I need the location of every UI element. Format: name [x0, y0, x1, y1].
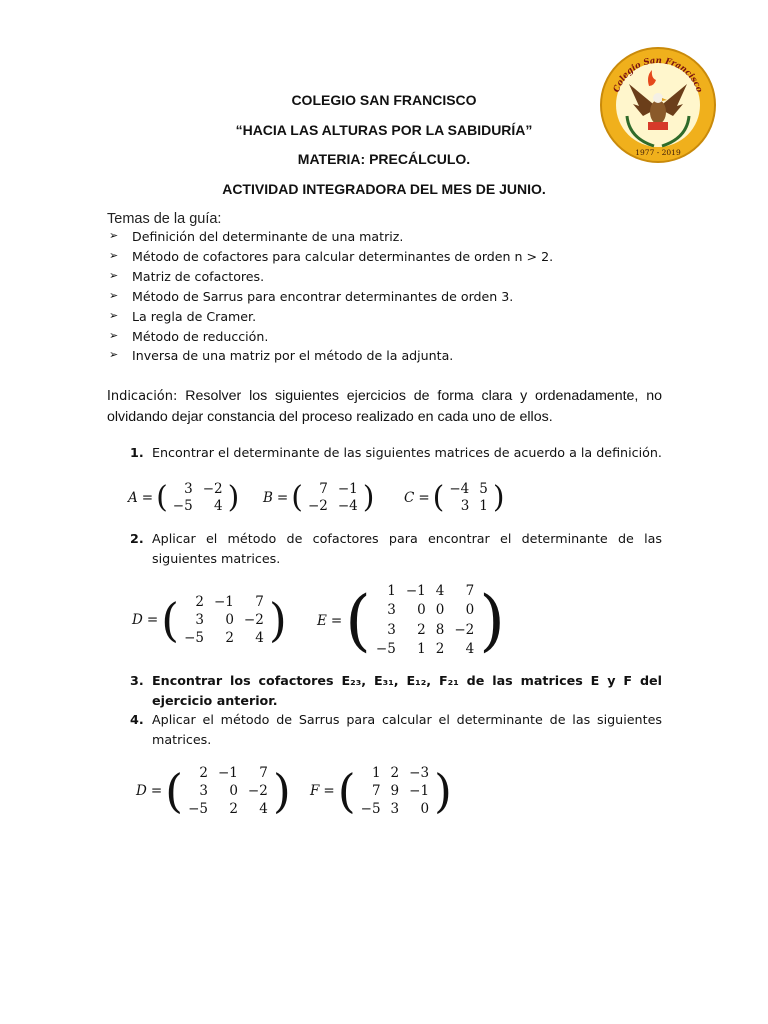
arrow-bullet-icon: ➢: [109, 249, 119, 262]
matrix-entry: 5: [479, 480, 488, 497]
matrix-F: [356, 764, 434, 818]
matrix-C-equation: C = ( −4 5 3 1 ): [404, 480, 505, 515]
matrix-entry: 1: [479, 498, 488, 515]
arrow-bullet-icon: ➢: [109, 289, 119, 302]
matrix-entry: 7: [371, 783, 381, 799]
exercise-1: [130, 443, 662, 463]
indication-label: Indicación:: [107, 389, 178, 404]
matrix-D-equation: D = ( 2 −1 7 3 0 −2 −5 2 4 ): [132, 593, 287, 647]
school-logo: [599, 46, 717, 164]
matrix-entry: 0: [417, 602, 426, 619]
matrix-name: F: [310, 783, 320, 799]
exercise-number: 1.: [130, 445, 144, 460]
matrix-E: [371, 582, 479, 659]
matrix-entry: −3: [409, 765, 430, 781]
matrix-D: [179, 593, 269, 647]
activity-title: ACTIVIDAD INTEGRADORA DEL MES DE JUNIO.: [222, 181, 546, 197]
matrix-entry: 4: [259, 801, 268, 817]
matrix-entry: −5: [172, 498, 193, 515]
matrix-entry: 7: [259, 765, 268, 781]
matrix-entry: −1: [405, 583, 426, 600]
matrix-entry: 1: [417, 640, 426, 657]
exercise-3: [130, 671, 662, 711]
matrix-entry: 0: [465, 602, 475, 619]
matrix-entry: 0: [229, 783, 238, 799]
matrix-entry: −2: [307, 498, 328, 515]
matrix-entry: −2: [454, 621, 475, 638]
matrix-entry: 9: [390, 783, 400, 799]
matrix-entry: 0: [225, 612, 234, 628]
logo-top-text: Colegio San Francisco: [611, 55, 705, 94]
arrow-bullet-icon: ➢: [109, 329, 119, 342]
matrix-entry: 3: [195, 612, 204, 628]
matrix-entry: 3: [184, 480, 193, 497]
matrix-B: [303, 480, 363, 515]
matrix-D2-equation: D = ( 2 −1 7 3 0 −2 −5 2 4 ): [136, 764, 291, 818]
matrix-entry: 3: [460, 498, 470, 515]
arrow-bullet-icon: ➢: [109, 348, 119, 361]
matrix-entry: −4: [337, 498, 358, 515]
matrix-entry: −2: [202, 480, 223, 497]
matrix-B-equation: B = ( 7 −1 −2 −4 ): [263, 480, 375, 515]
matrix-name: C: [404, 489, 415, 506]
topic-item: ➢ Definición del determinante de una matriz.: [109, 229, 404, 244]
matrix-entry: 4: [465, 640, 475, 657]
matrix-entry: −4: [449, 480, 470, 497]
matrix-entry: 3: [199, 783, 208, 799]
school-motto: “HACIA LAS ALTURAS POR LA SABIDURÍA”: [235, 122, 533, 138]
arrow-bullet-icon: ➢: [109, 269, 119, 282]
subject-title: MATERIA: PRECÁLCULO.: [297, 151, 471, 167]
matrix-entry: 1: [387, 583, 396, 600]
exercise-text: Encontrar los cofactores E₂₃, E₃₁, E₁₂, F₂₁ de las matrices E y F del ejercicio anterior.: [152, 673, 662, 708]
exercise-text: Aplicar el método de Sarrus para calcular el determinante de las siguientes matrices.: [152, 712, 662, 747]
arrow-bullet-icon: ➢: [109, 229, 119, 242]
matrix-entry: −2: [243, 612, 264, 628]
matrix-entry: 3: [387, 621, 396, 638]
matrix-name: D: [136, 783, 147, 799]
matrix-entry: −1: [337, 480, 358, 497]
matrix-entry: 3: [387, 602, 396, 619]
matrix-entry: 7: [255, 594, 264, 610]
matrix-entry: 7: [319, 480, 328, 497]
topic-item: ➢ Método de Sarrus para encontrar determinantes de orden 3.: [109, 289, 514, 304]
matrix-E-equation: E = ( 1 −1 4 7 3 0 0 0 3 2 8 −2 −5 1 2 4 ): [317, 582, 505, 659]
matrix-entry: 8: [435, 621, 445, 638]
matrix-entry: 3: [390, 801, 400, 817]
exercise-text: Aplicar el método de cofactores para encontrar el determinante de las siguientes matrices.: [152, 531, 662, 566]
matrix-entry: 0: [420, 801, 430, 817]
matrix-entry: 2: [199, 765, 208, 781]
matrix-entry: 2: [390, 765, 400, 781]
matrix-entry: 2: [435, 640, 445, 657]
exercise-number: 2.: [130, 531, 144, 546]
matrix-F-equation: F = ( 1 2 −3 7 9 −1 −5 3 0 ): [310, 764, 452, 818]
matrix-entry: −5: [188, 801, 208, 817]
matrix-name: B: [263, 489, 273, 506]
matrix-C: [444, 480, 493, 515]
matrix-entry: 2: [229, 801, 238, 817]
matrix-entry: −1: [214, 594, 234, 610]
matrix-entry: −5: [360, 801, 381, 817]
matrix-entry: −5: [184, 630, 204, 646]
matrix-D2: [183, 764, 273, 818]
matrix-name: A: [128, 489, 138, 506]
matrix-entry: 1: [371, 765, 381, 781]
matrix-entry: 2: [225, 630, 234, 646]
matrix-name: E: [317, 612, 327, 629]
matrix-entry: 4: [255, 630, 264, 646]
exercise-number: 3.: [130, 673, 144, 688]
topic-item: ➢ La regla de Cramer.: [109, 309, 257, 324]
school-name: COLEGIO SAN FRANCISCO: [291, 92, 477, 108]
exercise-2: [130, 529, 662, 569]
matrix-entry: 4: [214, 498, 223, 515]
matrix-entry: 0: [435, 602, 445, 619]
matrix-entry: −2: [247, 783, 268, 799]
matrix-entry: −1: [409, 783, 430, 799]
matrix-entry: 2: [195, 594, 204, 610]
matrix-A-equation: A = ( 3 −2 −5 4 ): [128, 480, 240, 515]
topic-item: ➢ Matriz de cofactores.: [109, 269, 265, 284]
exercise-text: Encontrar el determinante de las siguientes matrices de acuerdo a la definición.: [152, 445, 662, 460]
topic-item: ➢ Inversa de una matriz por el método de la adjunta.: [109, 348, 454, 363]
matrix-entry: 2: [417, 621, 426, 638]
exercise-4: [130, 710, 662, 750]
logo-years: 1977 - 2019: [635, 148, 681, 157]
matrix-entry: −1: [218, 765, 238, 781]
topics-title: Temas de la guía:: [107, 211, 222, 227]
topic-item: ➢ Método de cofactores para calcular determinantes de orden n > 2.: [109, 249, 554, 264]
matrix-A: [168, 480, 228, 515]
matrix-entry: 7: [465, 583, 475, 600]
arrow-bullet-icon: ➢: [109, 309, 119, 322]
exercise-number: 4.: [130, 712, 144, 727]
matrix-entry: 4: [435, 583, 445, 600]
indication-paragraph: [107, 386, 662, 427]
indication-text: Resolver los siguientes ejercicios de forma clara y ordenadamente, no olvidando dejar constancia del proceso realizado en cada uno de ellos.: [107, 388, 662, 425]
matrix-name: D: [132, 612, 143, 628]
topic-item: ➢ Método de reducción.: [109, 329, 269, 344]
matrix-entry: −5: [375, 640, 396, 657]
